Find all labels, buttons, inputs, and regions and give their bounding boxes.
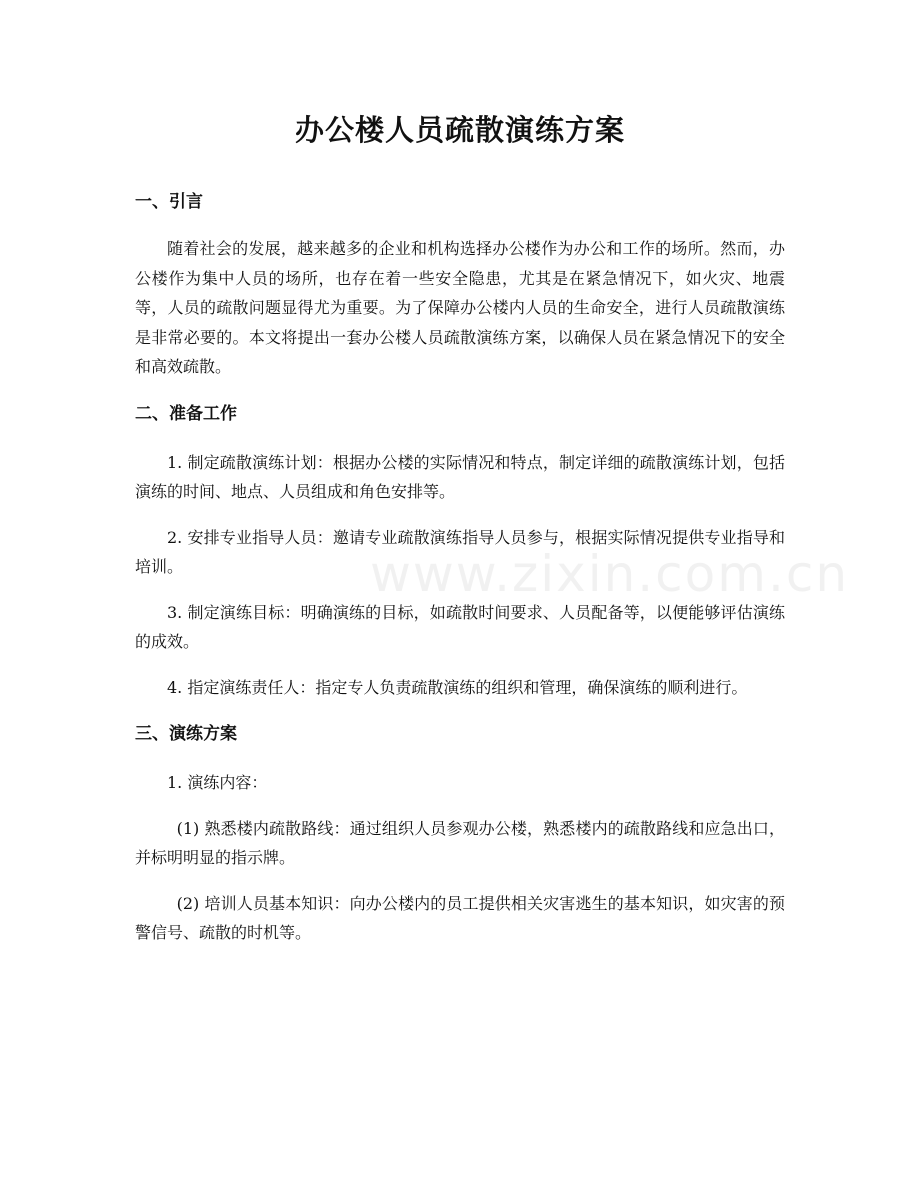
- list-item: 4. 指定演练责任人：指定专人负责疏散演练的组织和管理，确保演练的顺利进行。: [167, 677, 748, 697]
- sub-list-item: (1) 熟悉楼内疏散路线：通过组织人员参观办公楼，熟悉楼内的疏散路线和应急出口，并标明明显的指示牌。: [135, 818, 785, 867]
- list-item: 1. 演练内容：: [167, 773, 268, 792]
- list-item: 3. 制定演练目标：明确演练的目标，如疏散时间要求、人员配备等，以便能够评估演练的成效。: [135, 602, 785, 651]
- section-heading: 三、演练方案: [135, 724, 237, 744]
- document-title: 办公楼人员疏散演练方案: [294, 113, 625, 147]
- sub-list-item: (2) 培训人员基本知识：向办公楼内的员工提供相关灾害逃生的基本知识，如灾害的预警信号、疏散的时机等。: [135, 893, 785, 942]
- watermark: www.zixin.com.cn: [370, 545, 850, 603]
- paragraph: 随着社会的发展，越来越多的企业和机构选择办公楼作为办公和工作的场所。然而，办公楼作为集中人员的场所，也存在着一些安全隐患，尤其是在紧急情况下，如火灾、地震等，人员的疏散问题显得尤为重要。为了保障办公楼内人员的生命安全，进行人员疏散演练是非常必要的。本文将提出一套办公楼人员疏散演练方案，以确保人员在紧急情况下的安全和高效疏散。: [135, 239, 785, 376]
- section-drill-plan: [135, 716, 785, 948]
- section-heading: 二、准备工作: [135, 403, 237, 424]
- list-item: 2. 安排专业指导人员：邀请专业疏散演练指导人员参与，根据实际情况提供专业指导和培训。: [135, 527, 785, 576]
- section-preparation: [135, 396, 785, 703]
- list-item: 1. 制定疏散演练计划：根据办公楼的实际情况和特点，制定详细的疏散演练计划，包括演练的时间、地点、人员组成和角色安排等。: [135, 452, 785, 501]
- section-heading: 一、引言: [135, 192, 203, 212]
- section-introduction: [135, 184, 785, 382]
- document-body: [135, 184, 785, 948]
